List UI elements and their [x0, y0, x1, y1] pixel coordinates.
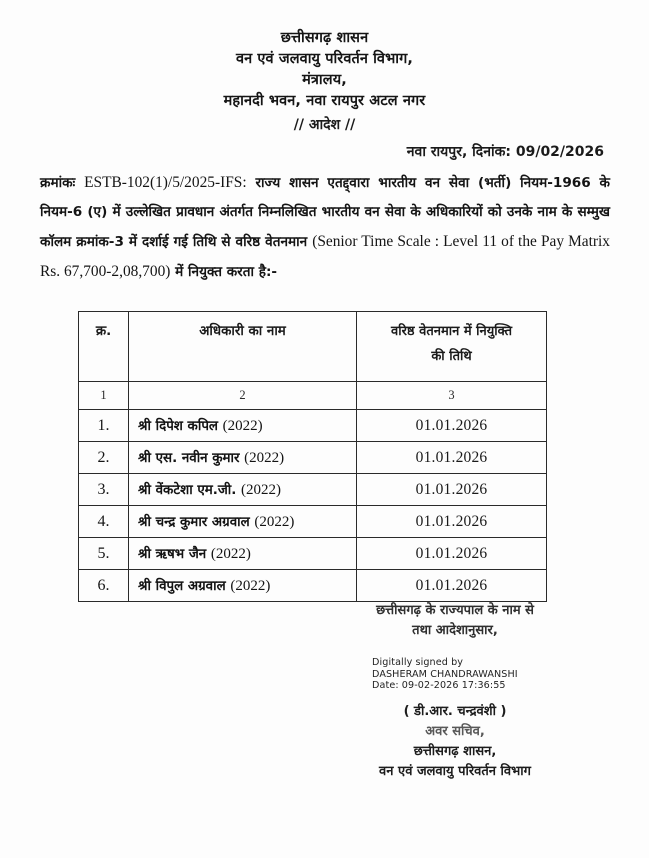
table-row [79, 410, 547, 442]
signatory-name: ( डी.आर. चन्द्रवंशी ) [403, 704, 507, 719]
row-officer-name [129, 442, 357, 474]
signature-block [330, 702, 580, 782]
row-serial: 1. [79, 410, 129, 442]
digital-signature-stamp [372, 657, 518, 692]
row-officer-name [129, 538, 357, 570]
officer-batch-year: (2022) [230, 578, 271, 594]
table-header-row [79, 312, 547, 382]
officer-name-text: श्री ऋषभ जैन [138, 547, 207, 562]
row-serial: 6. [79, 570, 129, 602]
officer-name-text: श्री वेंकटेशा एम.जी. [138, 483, 237, 498]
row-serial: 4. [79, 506, 129, 538]
column-header-appointment-date-line2: की तिथि [431, 349, 472, 364]
officer-batch-year: (2022) [241, 482, 281, 498]
signatory-department: वन एवं जलवायु परिवर्तन विभाग [379, 764, 531, 779]
table-row [79, 538, 547, 570]
table-row [79, 506, 547, 538]
column-number-2: 2 [129, 382, 357, 410]
column-header-officer-name: अधिकारी का नाम [129, 312, 357, 382]
officer-batch-year: (2022) [244, 450, 285, 466]
officer-name-text: श्री दिपेश कपिल [138, 419, 218, 434]
officer-batch-year: (2022) [254, 514, 295, 530]
digital-signature-signer: DASHERAM CHANDRAWANSHI [372, 668, 518, 680]
officers-table [78, 311, 547, 602]
row-officer-name [129, 506, 357, 538]
column-number-row [79, 382, 547, 410]
row-serial: 5. [79, 538, 129, 570]
order-body-paragraph [40, 168, 610, 287]
reference-label: क्रमांकः [40, 175, 76, 191]
row-appointment-date: 01.01.2026 [357, 474, 547, 506]
header-line-department: वन एवं जलवायु परिवर्तन विभाग, [235, 51, 414, 67]
pay-scale-text: (Senior Time Scale : Level 11 of the Pay Matrix Rs. 67,700-2,08,700) [40, 233, 611, 280]
closing-statement [330, 601, 580, 641]
place-and-date: नवा रायपुर, दिनांक: 09/02/2026 [406, 144, 604, 160]
table-row [79, 442, 547, 474]
row-serial: 3. [79, 474, 129, 506]
closing-line-by-order: तथा आदेशानुसार, [412, 623, 498, 638]
officer-batch-year: (2022) [210, 546, 251, 562]
column-number-3: 3 [357, 382, 547, 410]
column-header-appointment-date [357, 312, 547, 382]
row-appointment-date: 01.01.2026 [357, 570, 547, 602]
row-appointment-date: 01.01.2026 [357, 538, 547, 570]
document-header [0, 28, 649, 136]
officer-name-text: श्री एस. नवीन कुमार [138, 451, 240, 466]
signatory-designation: अवर सचिव, [425, 724, 485, 739]
body-text-part-one: राज्य शासन एतद्द्वारा भारतीय वन सेवा (भर्ती) नियम-1966 के नियम-6 (ए) में उल्लेखित प्रावधान अंतर्गत निम्नलिखित भारतीय वन सेवा के अधिकारियों को उनके नाम के सम्मुख कॉलम क्रमांक-3 में दर्शाई गई तिथि से वरिष्ठ वेतनमान [40, 175, 610, 250]
row-appointment-date: 01.01.2026 [357, 506, 547, 538]
column-header-appointment-date-line1: वरिष्ठ वेतनमान में नियुक्ति [391, 324, 512, 339]
row-officer-name [129, 410, 357, 442]
officer-batch-year: (2022) [222, 418, 263, 434]
closing-line-governor: छत्तीसगढ़ के राज्यपाल के नाम से [376, 603, 534, 618]
table-row [79, 474, 547, 506]
row-officer-name [129, 474, 357, 506]
officer-name-text: श्री चन्द्र कुमार अग्रवाल [138, 515, 250, 530]
signatory-government: छत्तीसगढ़ शासन, [413, 744, 497, 759]
row-officer-name [129, 570, 357, 602]
column-header-serial: क्र. [79, 312, 129, 382]
reference-number: ESTB-102(1)/5/2025-IFS: [84, 174, 247, 191]
digital-signature-label: Digitally signed by [372, 657, 464, 668]
digital-signature-date: Date: 09-02-2026 17:36:55 [372, 680, 506, 692]
officer-name-text: श्री विपुल अग्रवाल [138, 579, 226, 594]
column-number-1: 1 [79, 382, 129, 410]
row-appointment-date: 01.01.2026 [357, 410, 547, 442]
header-line-ministry: मंत्रालय, [302, 72, 347, 88]
order-mark: // आदेश // [293, 117, 356, 133]
officers-table-body [79, 410, 547, 602]
header-line-state: छत्तीसगढ़ शासन [280, 30, 369, 46]
table-row [79, 570, 547, 602]
row-appointment-date: 01.01.2026 [357, 442, 547, 474]
body-text-part-two: में नियुक्त करता है:- [175, 264, 278, 280]
header-line-address: महानदी भवन, नवा रायपुर अटल नगर [223, 93, 426, 109]
row-serial: 2. [79, 442, 129, 474]
